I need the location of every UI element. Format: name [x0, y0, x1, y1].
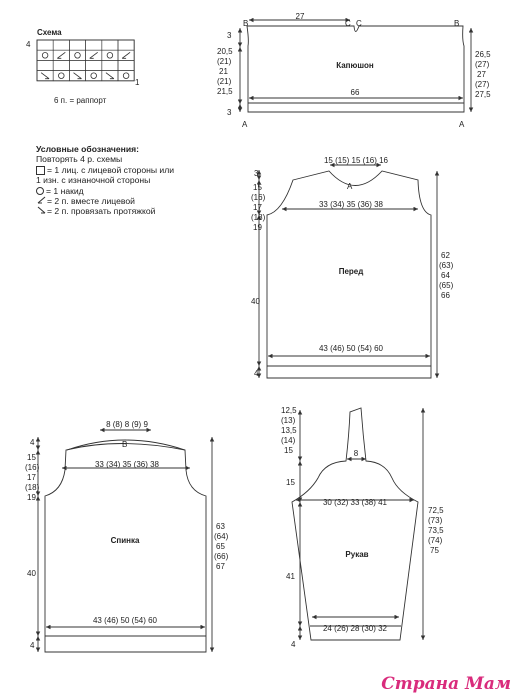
hood-left-h1: (21) — [217, 57, 232, 66]
back-bottom: 43 (46) 50 (54) 60 — [92, 616, 158, 625]
knit-box-icon — [36, 166, 45, 175]
back-neck-depth: 4 — [30, 438, 35, 447]
ssk-icon — [36, 206, 46, 216]
back-armhole-0: 15 — [27, 453, 36, 462]
scheme-cell — [37, 60, 53, 70]
k2tog-icon — [36, 196, 46, 206]
yarn-over-icon — [42, 53, 48, 59]
back-total-0: 63 — [216, 522, 225, 531]
back-total-1: (64) — [214, 532, 229, 541]
scheme-cell — [102, 40, 118, 50]
back-armhole-2: 17 — [27, 473, 36, 482]
front-total-2: 64 — [441, 271, 450, 280]
sleeve-total-0: 72,5 — [428, 506, 444, 515]
hood-bottom-width: 66 — [350, 88, 360, 97]
sleeve-strap-width: 8 — [353, 449, 359, 458]
front-neck: 15 (15) 15 (16) 16 — [323, 156, 389, 165]
watermark-logo: Страна Мам — [381, 674, 511, 694]
scheme-cell — [53, 71, 69, 81]
hood-right-h4: 27,5 — [475, 90, 491, 99]
sleeve-strap-len-4: 15 — [284, 446, 293, 455]
front-chest: 33 (34) 35 (36) 38 — [318, 200, 384, 209]
sleeve-rib: 4 — [291, 640, 296, 649]
yarn-over-icon — [91, 73, 97, 79]
scheme-title: Схема — [37, 28, 62, 37]
back-armhole-3: (18) — [25, 483, 40, 492]
hood-right-h1: (27) — [475, 60, 490, 69]
scheme-row-top: 4 — [26, 40, 31, 49]
sleeve-strap-len-2: 13,5 — [281, 426, 297, 435]
front-armhole-4: 19 — [253, 223, 262, 232]
scheme-cell — [118, 60, 134, 70]
front-neck-depth: 3 — [254, 169, 259, 178]
front-armhole-2: 17 — [253, 203, 262, 212]
back-armhole-1: (16) — [25, 463, 40, 472]
hood-left-h2: 21 — [219, 67, 228, 76]
sleeve-cap: 15 — [286, 478, 295, 487]
back-total-2: 65 — [216, 542, 225, 551]
hood-point-b-left: B — [243, 19, 249, 28]
scheme-cell — [37, 40, 53, 50]
legend-line-2 — [36, 165, 216, 175]
front-total-3: (65) — [439, 281, 454, 290]
back-rib: 4 — [30, 641, 35, 650]
front-name: Перед — [338, 267, 364, 276]
back-side: 40 — [27, 569, 36, 578]
hood-point-b-right: B — [454, 19, 460, 28]
legend — [36, 144, 216, 217]
scheme-cell — [102, 50, 118, 60]
hood-point-a-right: A — [459, 120, 465, 129]
legend-text-4: = 1 накид — [46, 185, 84, 196]
sleeve-length: 41 — [286, 572, 295, 581]
scheme-cell — [118, 40, 134, 50]
hood-point-c-right: C — [356, 19, 362, 28]
legend-line-1 — [36, 154, 216, 164]
legend-text-1: Повторять 4 р. схемы — [36, 154, 123, 165]
scheme-cell — [69, 40, 85, 50]
back-total-3: (66) — [214, 552, 229, 561]
sleeve-strap-len-1: (13) — [281, 416, 296, 425]
k2tog-icon — [57, 52, 65, 58]
ssk-icon — [106, 73, 114, 79]
sleeve-name: Рукав — [345, 550, 369, 559]
stitch-scheme — [26, 28, 140, 105]
front-side: 40 — [251, 297, 260, 306]
front-rib: 4 — [254, 369, 259, 378]
ssk-icon — [41, 73, 49, 79]
front-bottom: 43 (46) 50 (54) 60 — [318, 344, 384, 353]
legend-text-5: = 2 п. вместе лицевой — [47, 196, 135, 207]
hood-left-bottom: 3 — [227, 108, 232, 117]
sleeve-total-2: 73,5 — [428, 526, 444, 535]
k2tog-icon — [90, 52, 98, 58]
sleeve-total-3: (74) — [428, 536, 443, 545]
back-neck: 8 (8) 8 (9) 9 — [106, 420, 148, 429]
scheme-cell — [53, 40, 69, 50]
back-total-4: 67 — [216, 562, 225, 571]
front-armhole-3: (18) — [251, 213, 266, 222]
k2tog-icon — [122, 52, 130, 58]
back-labels — [25, 420, 229, 650]
front-armhole-1: (16) — [251, 193, 266, 202]
front-total-0: 62 — [441, 251, 450, 260]
back-name: Спинка — [110, 536, 140, 545]
legend-line-4 — [36, 186, 216, 196]
legend-text-2: = 1 лиц. с лицевой стороны или — [47, 164, 175, 175]
legend-text-3: 1 изн. с изнаночной стороны — [36, 175, 151, 186]
sleeve-total-1: (73) — [428, 516, 443, 525]
scheme-row-bottom: 1 — [135, 78, 140, 87]
scheme-cell — [118, 71, 134, 81]
hood-right-h3: (27) — [475, 80, 490, 89]
yarn-over-icon — [59, 73, 65, 79]
back-armhole-4: 19 — [27, 493, 36, 502]
scheme-cell — [37, 50, 53, 60]
yarn-over-icon — [107, 53, 113, 59]
hood-name: Капюшон — [336, 61, 374, 70]
hood-left-h3: (21) — [217, 77, 232, 86]
scheme-grid — [37, 40, 134, 81]
sleeve-labels — [281, 406, 444, 649]
legend-text-6: = 2 п. провязать протяжкой — [47, 206, 156, 217]
scheme-cell — [69, 60, 85, 70]
scheme-cell — [86, 60, 102, 70]
hood-right-h2: 27 — [477, 70, 486, 79]
ssk-icon — [74, 73, 82, 79]
sleeve-upper: 30 (32) 33 (38) 41 — [322, 498, 388, 507]
scheme-cell — [53, 60, 69, 70]
scheme-repeat: 6 п. = раппорт — [54, 96, 107, 105]
back-point-b: B — [122, 440, 128, 449]
sleeve-piece — [292, 408, 423, 640]
hood-top-width: 27 — [295, 12, 305, 21]
sleeve-outline — [292, 408, 418, 640]
sleeve-strap-len-3: (14) — [281, 436, 296, 445]
scheme-cell — [69, 50, 85, 60]
yarn-over-icon — [75, 53, 81, 59]
front-total-4: 66 — [441, 291, 450, 300]
hood-point-a-left: A — [242, 120, 248, 129]
hood-left-h0: 20,5 — [217, 47, 233, 56]
scheme-cell — [86, 71, 102, 81]
hood-left-rim: 3 — [227, 31, 232, 40]
yarn-over-icon — [36, 187, 44, 195]
sleeve-total-4: 75 — [430, 546, 439, 555]
scheme-cell — [86, 40, 102, 50]
sleeve-cuff: 24 (26) 28 (30) 32 — [322, 624, 388, 633]
hood-left-h4: 21,5 — [217, 87, 233, 96]
front-armhole-0: 15 — [253, 183, 262, 192]
legend-title: Условные обозначения: — [36, 144, 139, 154]
legend-line-6 — [36, 206, 216, 216]
legend-line-3 — [36, 175, 216, 185]
sleeve-strap-len-0: 12,5 — [281, 406, 297, 415]
yarn-over-icon — [123, 73, 129, 79]
hood-point-c-left: C — [345, 19, 351, 28]
scheme-cell — [102, 60, 118, 70]
front-total-1: (63) — [439, 261, 454, 270]
legend-line-5 — [36, 196, 216, 206]
hood-right-h0: 26,5 — [475, 50, 491, 59]
front-labels — [251, 156, 454, 378]
back-chest: 33 (34) 35 (36) 38 — [94, 460, 160, 469]
front-point-a: A — [347, 182, 353, 191]
hood-labels — [217, 12, 491, 129]
